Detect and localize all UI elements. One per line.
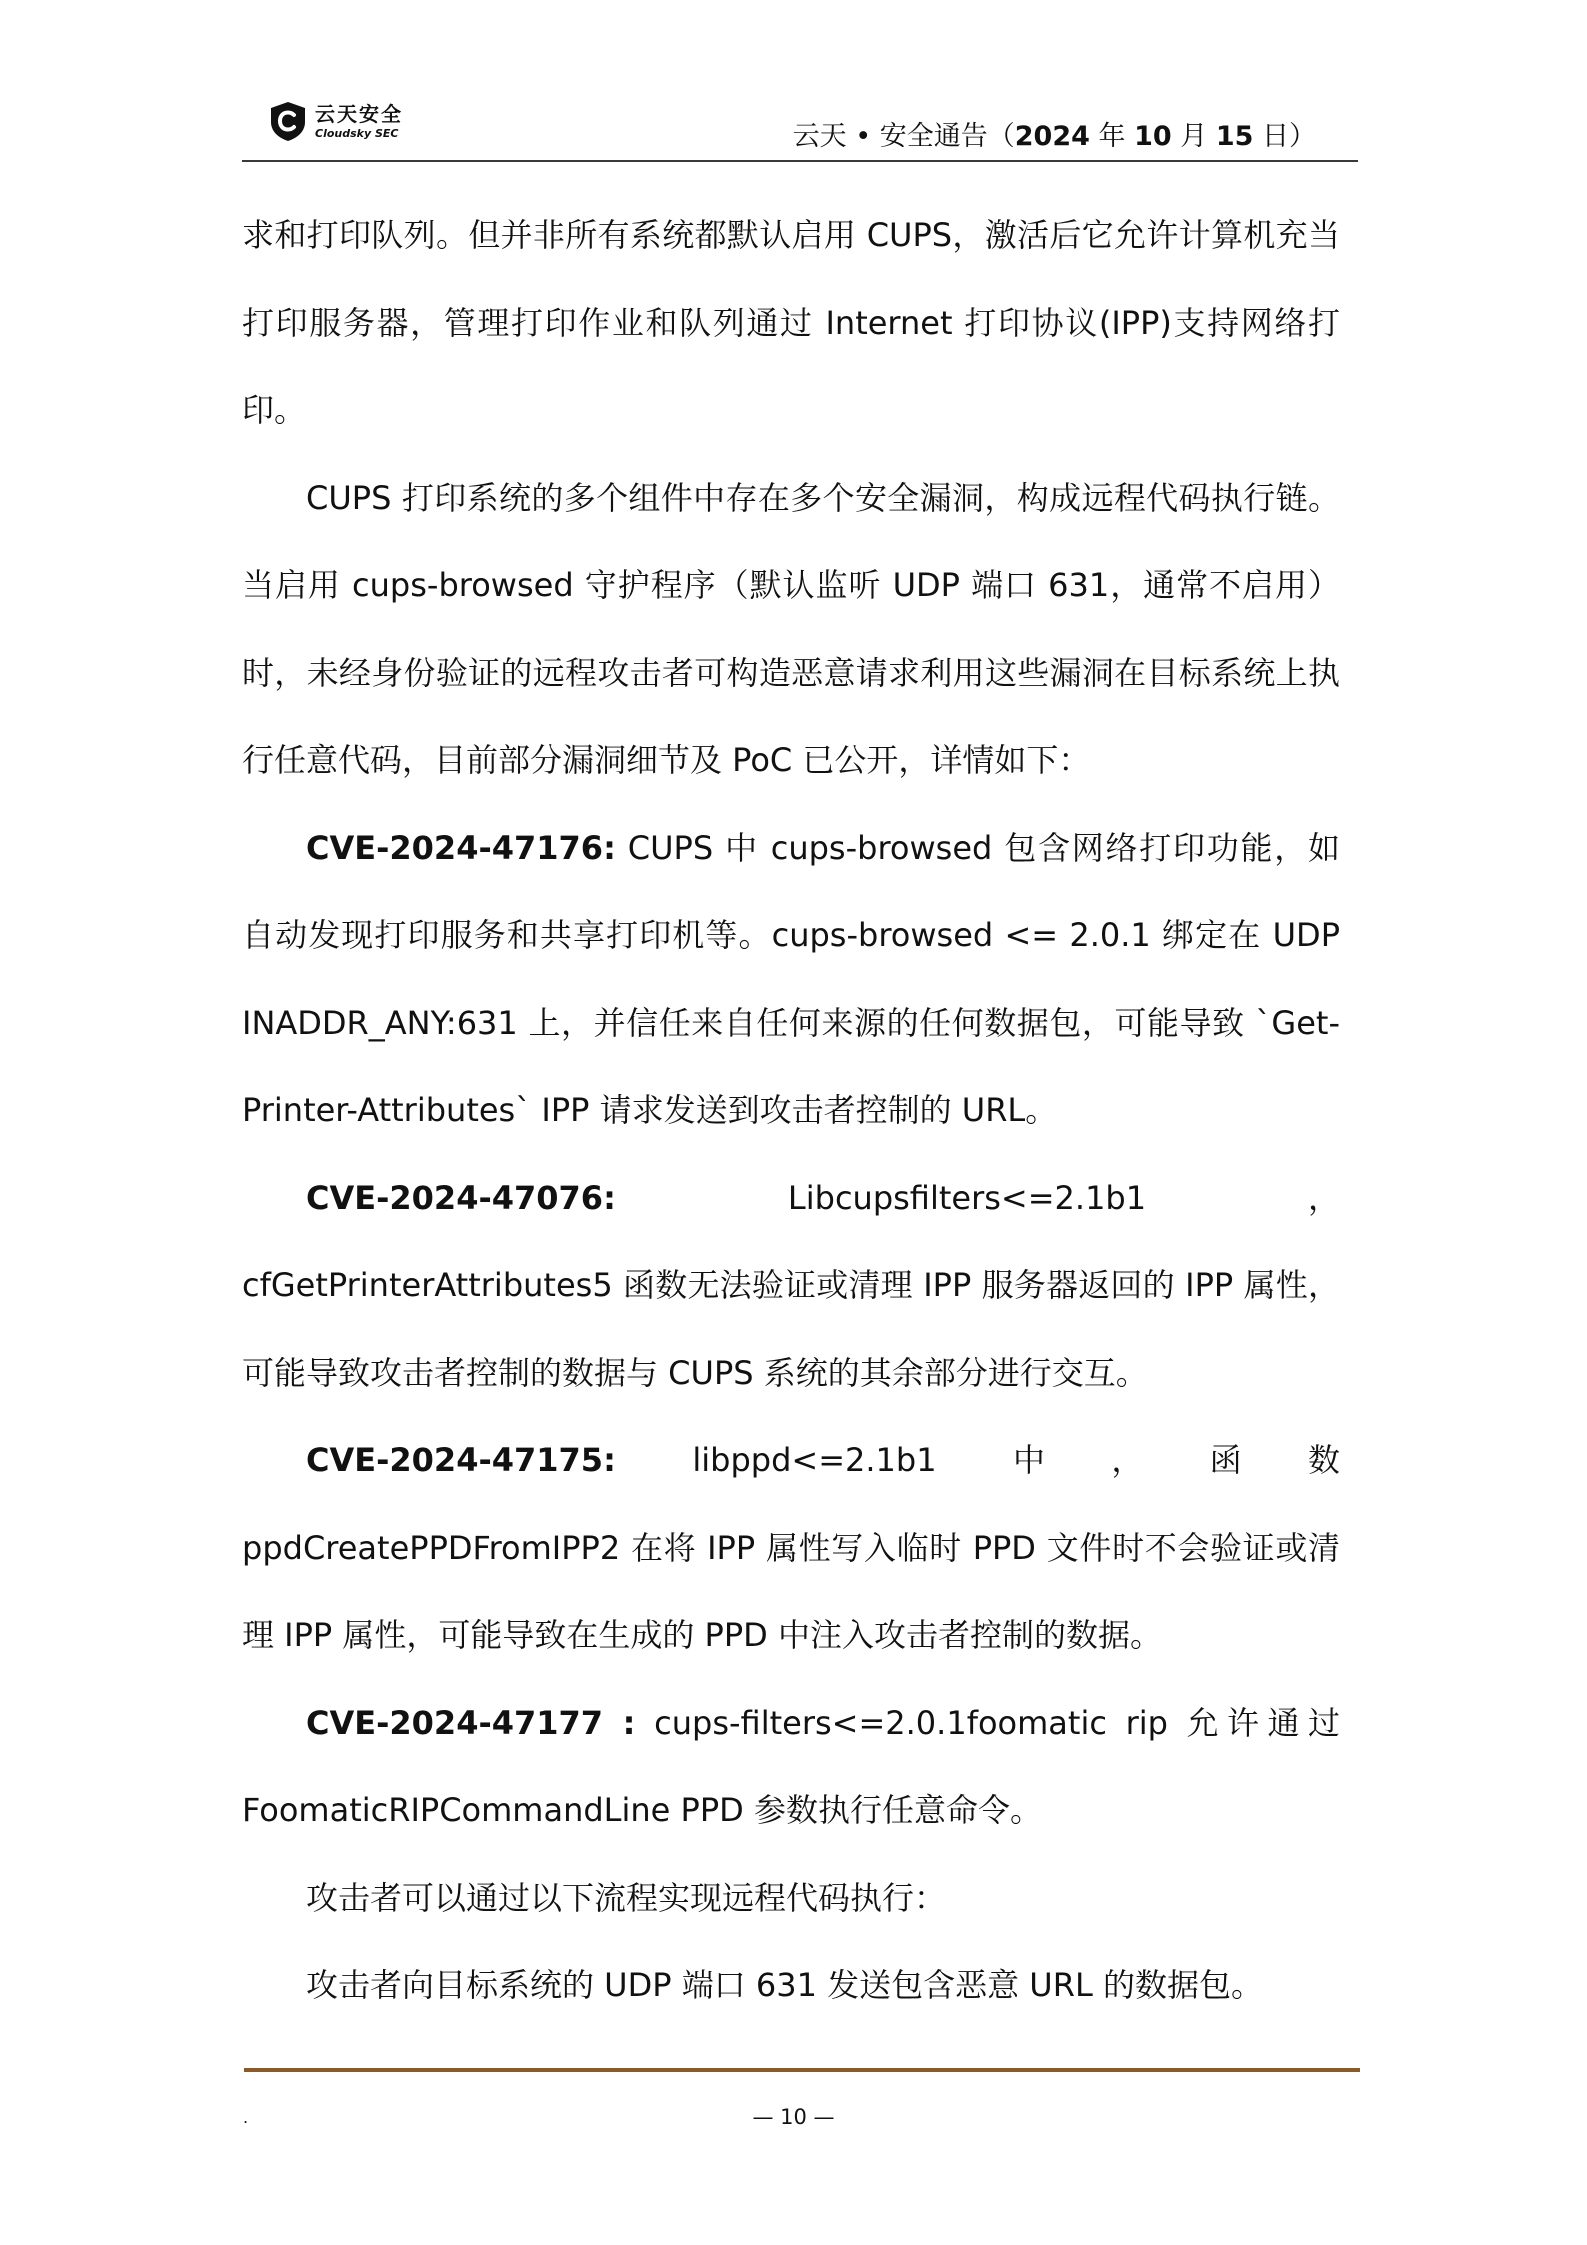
cve-description: Libcupsfilters<=2.1b1，cfGetPrinterAttributes5 函数无法验证或清理 IPP 服务器返回的 IPP 属性，可能导致攻击者控制的数据与 CUPS 系统的其余部分进行交互。 [242,1178,1340,1392]
company-logo [267,100,403,142]
cve-description: libppd<=2.1b1 中，函数 ppdCreatePPDFromIPP2 在将 IPP 属性写入临时 PPD 文件时不会验证或清理 IPP 属性，可能导致在生成的 PPD 中注入攻击者控制的数据。 [242,1441,1340,1654]
header-divider [242,160,1358,162]
footer-dot: . [243,2108,249,2127]
bulletin-title: 云天 • 安全通告（2024 年 10 月 15 日） [792,121,1316,152]
footer-divider [244,2068,1360,2072]
shield-logo-icon [267,100,309,142]
cve-id: CVE-2024-47177 : [306,1703,636,1742]
document-body [242,192,1340,2030]
cve-paragraph [242,1680,1340,1855]
logo-chinese-name: 云天安全 [315,101,403,126]
paragraph-cups-intro: 求和打印队列。但并非所有系统都默认启用 CUPS，激活后它允许计算机充当打印服务器，管理打印作业和队列通过 Internet 打印协议(IPP)支持网络打印。 [242,216,1340,429]
cve-description: cups-filters<=2.0.1foomatic rip 允许通过 FoomaticRIPCommandLine PPD 参数执行任意命令。 [242,1703,1340,1829]
page-number: — 10 — [752,2105,835,2129]
paragraph-attack-flow-intro: 攻击者可以通过以下流程实现远程代码执行： [306,1878,947,1917]
cve-paragraph [242,1155,1340,1418]
cve-paragraph [242,1417,1340,1680]
cve-paragraph [242,805,1340,1155]
paragraph-attack-flow-step: 攻击者向目标系统的 UDP 端口 631 发送包含恶意 URL 的数据包。 [306,1966,1263,2004]
cve-id: CVE-2024-47175: [306,1441,616,1479]
cve-id: CVE-2024-47176: [306,828,616,867]
logo-english-name: Cloudsky SEC [315,126,399,140]
paragraph-vuln-overview: CUPS 打印系统的多个组件中存在多个安全漏洞，构成远程代码执行链。当启用 cups-browsed 守护程序（默认监听 UDP 端口 631，通常不启用）时，未经身份验证的远程攻击者可构造恶意请求利用这些漏洞在目标系统上执行任意代码，目前部分漏洞细节及 PoC 已公开，详情如下： [242,478,1340,779]
page-header [242,92,1358,162]
cve-id: CVE-2024-47076: [306,1178,616,1217]
cve-description: CUPS 中 cups-browsed 包含网络打印功能，如自动发现打印服务和共享打印机等。cups-browsed <= 2.0.1 绑定在 UDP INADDR_ANY:631 上，并信任来自任何来源的任何数据包，可能导致 `Get-Printer-Attributes` IPP 请求发送到攻击者控制的 URL。 [242,828,1340,1129]
